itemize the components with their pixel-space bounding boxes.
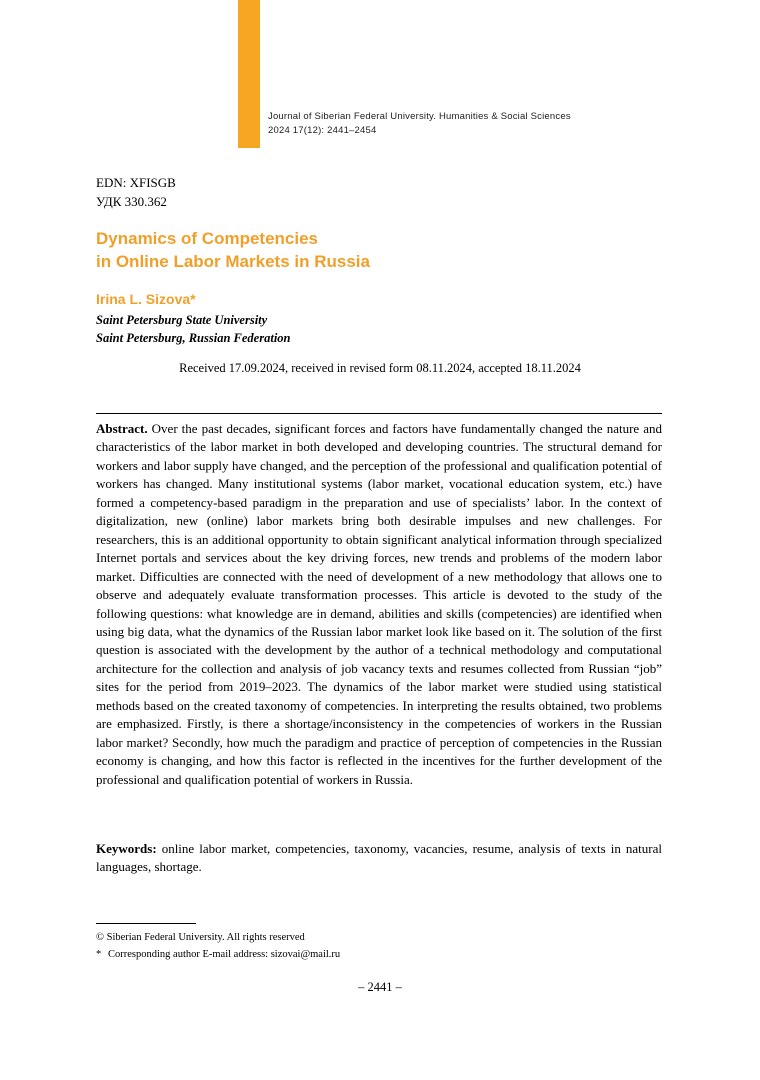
abstract-section — [96, 420, 662, 789]
article-title-line-2: in Online Labor Markets in Russia — [96, 251, 370, 271]
corresponding-author-text: Corresponding author E-mail address: sizovai@mail.ru — [108, 948, 341, 960]
page-title — [96, 228, 656, 274]
affiliation-line-1: Saint Petersburg State University — [96, 313, 268, 327]
corresponding-author-marker: * — [96, 948, 102, 960]
abstract-top-divider — [96, 413, 662, 414]
keywords-section — [96, 840, 662, 877]
copyright-note: © Siberian Federal University. All rights reserved — [96, 932, 305, 943]
article-title-line-1: Dynamics of Competencies — [96, 229, 319, 248]
page-number: – 2441 – — [358, 980, 402, 994]
edn-code: EDN: XFISGB — [96, 175, 176, 190]
abstract-label: Abstract. — [96, 421, 148, 436]
identifiers-block — [96, 174, 176, 212]
author-name: Irina L. Sizova* — [96, 291, 196, 307]
journal-header — [268, 110, 688, 138]
affiliation-line-2: Saint Petersburg, Russian Federation — [96, 330, 291, 345]
keywords-label: Keywords: — [96, 841, 157, 856]
author-affiliation — [96, 312, 596, 347]
footnote-divider — [96, 923, 196, 924]
footnotes-block — [96, 930, 662, 964]
journal-title-line: Journal of Siberian Federal University. Humanities & Social Sciences — [268, 111, 571, 122]
journal-issue-line: 2024 17(12): 2441–2454 — [268, 124, 377, 136]
corresponding-author-note — [96, 947, 662, 964]
abstract-text: Over the past decades, significant forces and factors have fundamentally changed the nature and characteristics of the labor market in both developed and developing countries. The structural demand for workers and labor supply have changed, and the perception of the professional and qualification potential of workers has changed. Many institutional systems (labor market, vocational education system, etc.) have formed a competency-based paradigm in the preparation and use of specialists’ labor. In the context of digitalization, new (online) labor markets bring both desirable impulses and new challenges. For researchers, this is an additional opportunity to obtain significant analytical information through specialized Internet portals and services about the key driving forces, new trends and problems of the modern labor market. Difficulties are connected with the need of development of a new methodology that allows one to observe and adequately evaluate transformation processes. This article is devoted to the study of the following questions: what knowledge are in demand, abilities and skills (competencies) are identified when using big data, what the dynamics of the Russian labor market look like based on it. The solution of the first question is associated with the development by the author of a technical methodology and computational architecture for the collection and analysis of job vacancy texts and resumes collected from Russian “job” sites for the period from 2019–2023. The dynamics of the labor market were studied using statistical methods based on the created taxonomy of competencies. In interpreting the results obtained, two problems are emphasized. Firstly, is there a shortage/inconsistency in the competencies of workers in the Russian labor market? Secondly, how much the paradigm and practice of perception of competencies in the Russian economy is changing, and how this factor is reflected in the incentives for the further development of the professional and qualification potential of workers in Russia. — [96, 421, 662, 787]
received-dates: Received 17.09.2024, received in revised form 08.11.2024, accepted 18.11.2024 — [179, 361, 581, 375]
udc-code: УДК 330.362 — [96, 193, 167, 209]
decorative-orange-bar — [238, 0, 260, 148]
keywords-text: online labor market, competencies, taxonomy, vacancies, resume, analysis of texts in natural languages, shortage. — [96, 841, 662, 875]
